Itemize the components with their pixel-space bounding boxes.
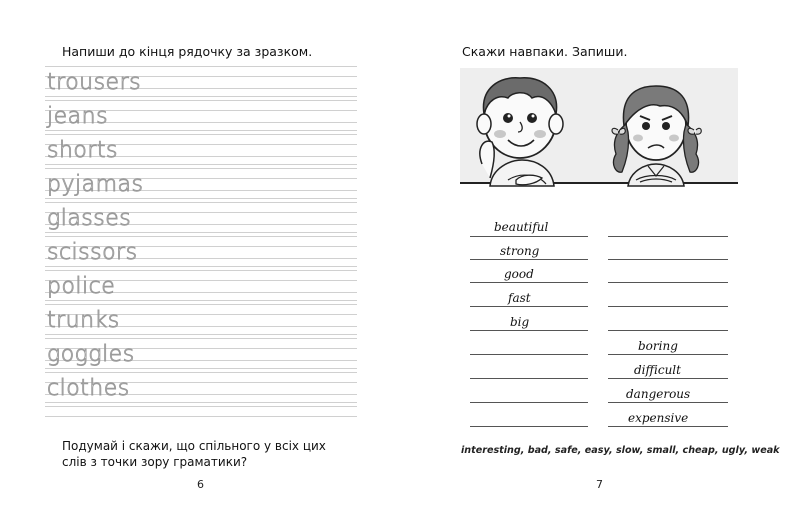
page-number-right: 7 <box>596 478 603 491</box>
answer-line[interactable] <box>470 378 588 379</box>
answer-line[interactable] <box>470 282 588 283</box>
answer-line[interactable] <box>608 378 728 379</box>
right-page <box>400 0 800 513</box>
adjective-word: good <box>504 267 534 281</box>
answer-line[interactable] <box>470 306 588 307</box>
tracing-word: trousers <box>47 70 142 95</box>
tracing-row <box>45 338 357 372</box>
adjective-word: strong <box>500 244 540 258</box>
tracing-row <box>45 270 357 304</box>
adjective-word: beautiful <box>494 220 549 234</box>
tracing-word: police <box>47 274 116 299</box>
answer-line[interactable] <box>470 330 588 331</box>
page-number-left: 6 <box>197 478 204 491</box>
answer-line[interactable] <box>470 426 588 427</box>
adjective-word: difficult <box>634 363 681 377</box>
children-illustration <box>460 68 738 216</box>
answer-line[interactable] <box>608 236 728 237</box>
answer-line[interactable] <box>470 259 588 260</box>
tracing-row <box>45 372 357 406</box>
tracing-row <box>45 304 357 338</box>
answer-line[interactable] <box>608 330 728 331</box>
tracing-word: trunks <box>47 308 120 333</box>
adjective-word: expensive <box>628 411 689 425</box>
illustration-boy-and-girl <box>460 68 738 216</box>
adjective-word: fast <box>508 291 531 305</box>
answer-line[interactable] <box>470 354 588 355</box>
right-instruction: Скажи навпаки. Запиши. <box>462 44 628 59</box>
tracing-row <box>45 66 357 100</box>
answer-line[interactable] <box>608 306 728 307</box>
tracing-word: jeans <box>47 104 109 129</box>
tracing-word: scissors <box>47 240 138 265</box>
tracing-row <box>45 134 357 168</box>
answer-line[interactable] <box>608 259 728 260</box>
tracing-row-blank <box>45 406 357 418</box>
adjective-word: dangerous <box>626 387 691 401</box>
answer-line[interactable] <box>608 354 728 355</box>
boy-figure <box>477 78 563 186</box>
adjective-word: boring <box>638 339 678 353</box>
answer-line[interactable] <box>470 402 588 403</box>
tracing-word: shorts <box>47 138 118 163</box>
adjective-word: big <box>510 315 530 329</box>
tracing-word: glasses <box>47 206 132 231</box>
tracing-word: goggles <box>47 342 135 367</box>
tracing-row <box>45 168 357 202</box>
left-instruction: Напиши до кінця рядочку за зразком. <box>62 44 313 59</box>
tracing-row <box>45 202 357 236</box>
grammar-question: Подумай і скажи, що спільного у всіх цих слів з точки зору граматики? <box>62 439 326 469</box>
answer-line[interactable] <box>608 402 728 403</box>
tracing-row <box>45 236 357 270</box>
girl-figure <box>612 86 701 186</box>
word-bank: interesting, bad, safe, easy, slow, small, cheap, ugly, weak <box>461 445 780 456</box>
answer-line[interactable] <box>608 282 728 283</box>
tracing-word: clothes <box>47 376 130 401</box>
tracing-row <box>45 100 357 134</box>
tracing-word: pyjamas <box>47 172 144 197</box>
answer-line[interactable] <box>470 236 588 237</box>
answer-line[interactable] <box>608 426 728 427</box>
